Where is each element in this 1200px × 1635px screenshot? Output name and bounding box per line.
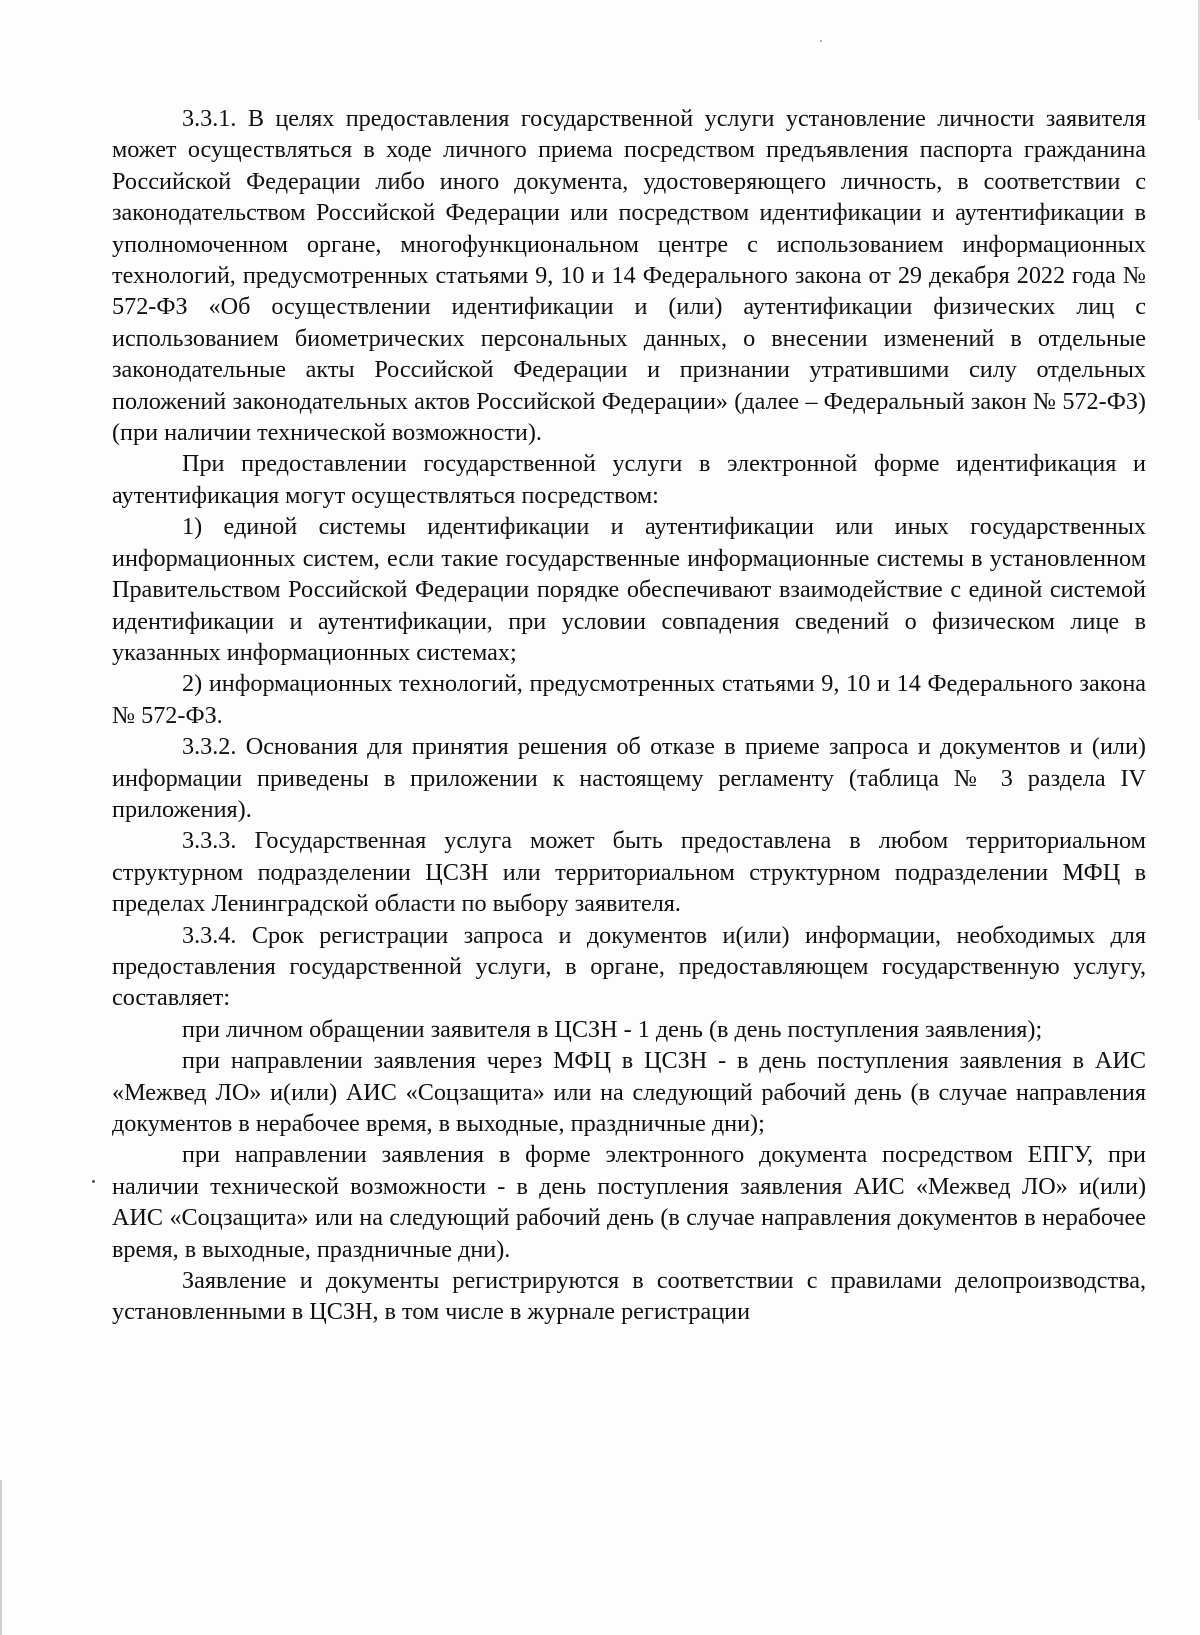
paragraph-via-epgu: при направлении заявления в форме электронного документа посредством ЕПГУ, при наличии технической возможности - в день поступления заявления АИС «Межвед ЛО» и(или) АИС «Соцзащита» или на следующий рабочий день (в случае направления документов в нерабочее время, в выходные, праздничные дни). [112,1141,1146,1263]
list-item-2: 2) информационных технологий, предусмотренных статьями 9, 10 и 14 Федерального закона № 572-ФЗ. [112,670,1146,729]
paragraph-via-mfc: при направлении заявления через МФЦ в ЦСЗН - в день поступления заявления в АИС «Межвед ЛО» и(или) АИС «Соцзащита» или на следующий рабочий день (в случае направления документов в нерабочее время, в выходные, праздничные дни); [112,1047,1146,1137]
paragraph-registration: Заявление и документы регистрируются в соответствии с правилами делопроизводства, установленными в ЦСЗН, в том числе в журнале регистрации [112,1267,1146,1326]
paragraph-personal-visit: при личном обращении заявителя в ЦСЗН - 1 день (в день поступления заявления); [182,1015,1043,1043]
scan-edge-left [0,1480,2,1635]
document-body [112,103,1146,1328]
paragraph-3-3-4: 3.3.4. Срок регистрации запроса и документов и(или) информации, необходимых для предоставления государственной услуги, в органе, предоставляющем государственную услугу, составляет: [112,921,1146,1012]
list-item-1: 1) единой системы идентификации и аутентификации или иных государственных информационных систем, если такие государственные информационные системы в установленном Правительством Российской Федерации порядке обеспечивают взаимодействие с единой системой идентификации и аутентификации, при условии совпадения сведений о физическом лице в указанных информационных системах; [112,513,1146,666]
paragraph-3-3-1: 3.3.1. В целях предоставления государственной услуги установление личности заявителя может осуществляться в ходе личного приема посредством предъявления паспорта гражданина Российской Федерации либо иного документа, удостоверяющего личность, в соответствии с законодательством Российской Федерации или посредством идентификации и аутентификации в уполномоченном органе, многофункциональном центре с использованием информационных технологий, предусмотренных статьями 9, 10 и 14 Федерального закона от 29 декабря 2022 года № 572-ФЗ «Об осуществлении идентификации и (или) аутентификации физических лиц с использованием биометрических персональных данных, о внесении изменений в отдельные законодательные акты Российской Федерации и признании утратившими силу отдельных положений законодательных актов Российской Федерации» (далее – Федеральный закон № 572-ФЗ) (при наличии технической возможности). [112,105,1146,447]
paragraph-electronic-identification: При предоставлении государственной услуги в электронной форме идентификация и аутентификация могут осуществляться посредством: [112,450,1146,509]
scan-speck [92,1180,95,1183]
scan-speck [820,40,822,42]
paragraph-3-3-2: 3.3.2. Основания для принятия решения об отказе в приеме запроса и документов и (или) информации приведены в приложении к настоящему регламенту (таблица № 3 раздела IV приложения). [112,733,1146,823]
paragraph-3-3-3: 3.3.3. Государственная услуга может быть предоставлена в любом территориальном структурном подразделении ЦСЗН или территориальном структурном подразделении МФЦ в пределах Ленинградской области по выбору заявителя. [112,827,1146,918]
